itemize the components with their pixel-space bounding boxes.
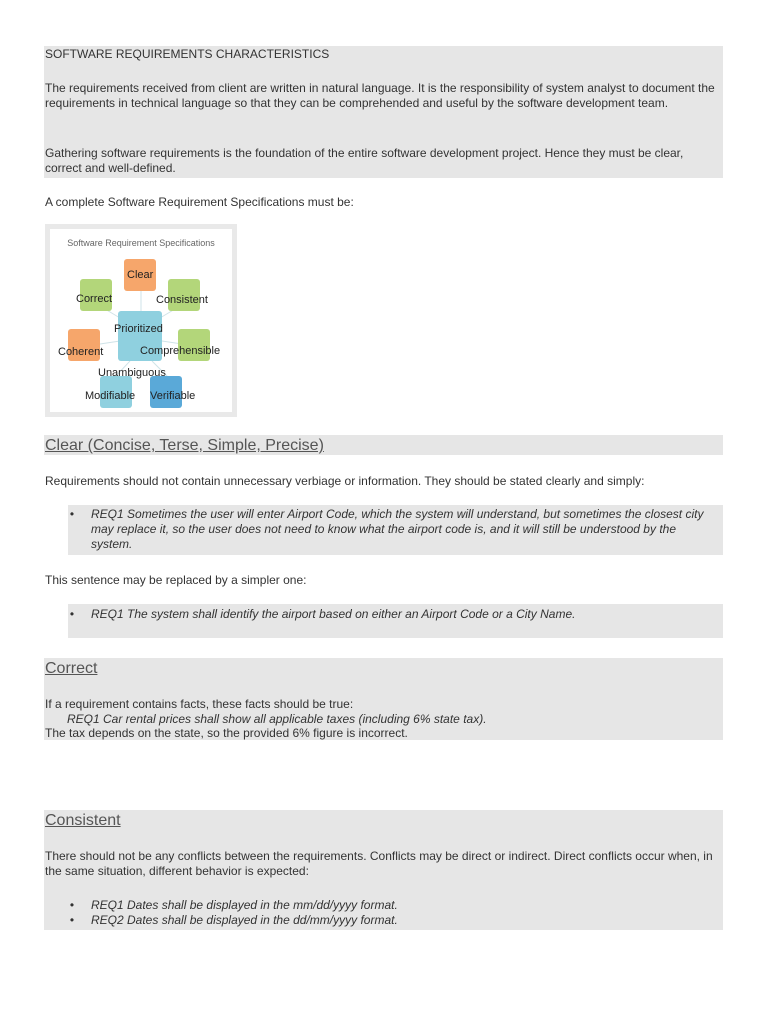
intro-paragraph-1: The requirements received from client are written in natural language. It is the responsibility of system analyst to document the requirements in technical language so that they can be comprehended and useful by the software development team. bbox=[45, 81, 715, 110]
consistent-bullet1: REQ1 Dates shall be displayed in the mm/dd/yyyy format. bbox=[91, 898, 398, 912]
srs-lead-text: A complete Software Requirement Specifications must be: bbox=[45, 195, 354, 209]
label-correct: Correct bbox=[76, 293, 113, 305]
label-modifiable: Modifiable bbox=[85, 390, 136, 402]
label-unambiguous: Unambiguous bbox=[98, 367, 166, 379]
label-verifiable: Verifiable bbox=[150, 390, 196, 402]
clear-replace-text: This sentence may be replaced by a simpler one: bbox=[45, 573, 307, 587]
label-consistent: Consistent bbox=[156, 294, 208, 306]
page-title: SOFTWARE REQUIREMENTS CHARACTERISTICS bbox=[45, 47, 330, 61]
intro-paragraph-2: Gathering software requirements is the foundation of the entire software development project. Hence they must be clear, correct and well-defined. bbox=[45, 146, 684, 175]
consistent-text: There should not be any conflicts between the requirements. Conflicts may be direct or indirect. Direct conflicts occur when, in the same situation, different behavior is expected: bbox=[45, 849, 713, 878]
bullet-dot: • bbox=[69, 507, 75, 521]
bullet-dot: • bbox=[69, 898, 75, 912]
clear-bullet2: REQ1 The system shall identify the airport based on either an Airport Code or a City Name. bbox=[91, 607, 576, 621]
correct-line2: REQ1 Car rental prices shall show all applicable taxes (including 6% state tax). bbox=[67, 712, 487, 726]
correct-line3: The tax depends on the state, so the provided 6% figure is incorrect. bbox=[45, 726, 408, 740]
consistent-heading: Consistent bbox=[45, 812, 121, 829]
correct-heading: Correct bbox=[45, 660, 98, 677]
clear-bullet1: REQ1 Sometimes the user will enter Airport Code, which the system will understand, but sometimes the closest city may replace it, so the user does not need to know what the airport code is, and it will still be understood by the system. bbox=[91, 507, 704, 551]
bullet-dot: • bbox=[69, 607, 75, 621]
consistent-bullet2: REQ2 Dates shall be displayed in the dd/mm/yyyy format. bbox=[91, 913, 398, 927]
srs-diagram bbox=[45, 224, 237, 417]
label-coherent: Coherent bbox=[58, 346, 104, 358]
bullet-dot: • bbox=[69, 913, 75, 927]
correct-line1: If a requirement contains facts, these facts should be true: bbox=[45, 697, 354, 711]
clear-text: Requirements should not contain unnecessary verbiage or information. They should be stated clearly and simply: bbox=[45, 474, 645, 488]
diagram-title: Software Requirement Specifications bbox=[67, 238, 215, 248]
label-comprehensible: Comprehensible bbox=[140, 345, 221, 357]
label-prioritized: Prioritized bbox=[114, 323, 163, 335]
label-clear: Clear bbox=[127, 269, 154, 281]
clear-heading: Clear (Concise, Terse, Simple, Precise) bbox=[45, 437, 324, 454]
